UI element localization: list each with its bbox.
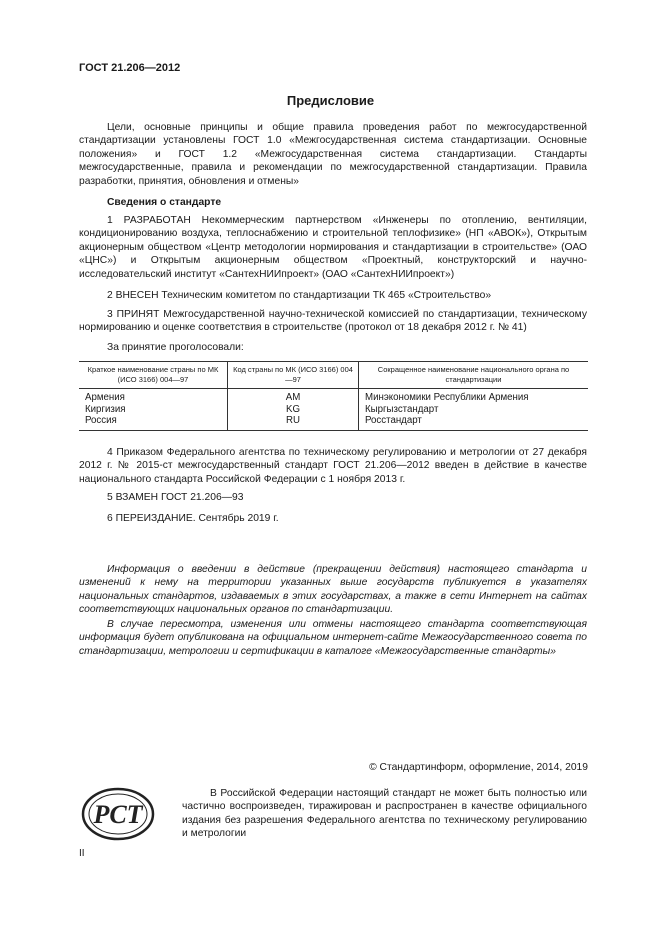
reproduction-notice	[182, 787, 587, 841]
voted-label-text: За принятие проголосовали:	[107, 342, 244, 353]
col-standards-body: Сокращенное наименование национального органа по стандартизации	[359, 362, 589, 389]
table-row	[79, 389, 588, 431]
page-title: Предисловие	[286, 93, 375, 108]
section-heading-text: Сведения о стандарте	[107, 197, 222, 208]
voted-label	[79, 341, 587, 354]
country-codes-cell	[228, 389, 359, 431]
item-reissue-text: 6 ПЕРЕИЗДАНИЕ. Сентябрь 2019 г.	[107, 513, 279, 524]
col-country-code: Код страны по МК (ИСО 3166) 004—97	[228, 362, 359, 389]
country-name: Россия	[85, 415, 117, 427]
item-developed-text: 1 РАЗРАБОТАН Некоммерческим партнерством «Инженеры по отоплению, вентиляции, кондиционированию воздуха, теплоснабжению и строительной теплофизике» (НП «АВОК»), Открытым акционерным обществом «Центр методологии нормирования и стандартизации в строительстве» (ОАО «ЦНС») и Открытым акционерным обществом «Проектный, конструкторский и научно-исследовательский институт «СантехНИИпроект» (ОАО «СантехНИИпроект»)	[79, 215, 587, 280]
standards-bodies-cell	[359, 389, 589, 431]
intro-paragraph	[79, 121, 587, 188]
country-code: KG	[286, 403, 300, 415]
standards-body: Кыргызстандарт	[365, 403, 439, 415]
country-code: AM	[285, 392, 301, 403]
section-heading	[79, 196, 587, 209]
info-text-2: В случае пересмотра, изменения или отмены настоящего стандарта соответствующая информация будет опубликована на официальном интернет-сайте Межгосударственного совета по стандартизации, метрологии и сертификации в каталоге «Межгосударственные стандарты»	[79, 619, 587, 657]
document-code-header: ГОСТ 21.206—2012	[79, 62, 181, 74]
standards-body: Минэкономики Республики Армения	[365, 392, 529, 403]
item-introduced	[79, 289, 587, 302]
info-paragraph-2	[79, 618, 587, 658]
info-text-1: Информация о введении в действие (прекращении действия) настоящего стандарта и изменений к нему на территории указанных выше государств публикуется в указателях национальных стандартов, издаваемых в этих государствах, а также в сети Интернет на сайтах соответствующих национальных органов по стандартизации.	[79, 564, 587, 616]
item-replaces	[79, 491, 587, 504]
item-order	[79, 446, 587, 486]
item-adopted	[79, 308, 587, 335]
item-adopted-text: 3 ПРИНЯТ Межгосударственной научно-технической комиссией по стандартизации, техническому нормированию и оценке соответствия в строительстве (протокол от 18 декабря 2012 г. № 41)	[79, 309, 587, 334]
voting-table	[79, 361, 588, 431]
standards-body: Росстандарт	[365, 415, 422, 427]
voting-table-header	[79, 362, 588, 389]
country-name: Армения	[85, 392, 125, 403]
item-reissue	[79, 512, 587, 525]
item-order-text: 4 Приказом Федерального агентства по техническому регулированию и метрологии от 27 декабря 2012 г. № 2015-ст межгосударственный стандарт ГОСТ 21.206—2012 введен в действие в качестве национального стандарта Российской Федерации с 1 ноября 2013 г.	[79, 447, 587, 485]
pct-certification-mark-icon	[80, 786, 156, 842]
info-paragraph-1	[79, 563, 587, 617]
country-code: RU	[286, 415, 300, 427]
item-introduced-text: 2 ВНЕСЕН Техническим комитетом по стандартизации ТК 465 «Строительство»	[107, 290, 492, 301]
copyright-line: © Стандартинформ, оформление, 2014, 2019	[369, 762, 588, 773]
country-names-cell	[79, 389, 228, 431]
page-number: II	[79, 848, 85, 859]
intro-text: Цели, основные принципы и общие правила проведения работ по межгосударственной стандартизации установлены ГОСТ 1.0 «Межгосударственная система стандартизации. Основные положения» и ГОСТ 1.2 «Межгосударственная система стандартизации. Стандарты межгосударственные, правила и рекомендации по межгосударственной стандартизации. Правила разработки, принятия, обновления и отмены»	[79, 122, 587, 187]
logo-text: РСТ	[93, 800, 143, 829]
country-name: Киргизия	[85, 403, 126, 415]
item-replaces-text: 5 ВЗАМЕН ГОСТ 21.206—93	[107, 492, 244, 503]
reproduction-notice-text: В Российской Федерации настоящий стандарт не может быть полностью или частично воспроизведен, тиражирован и распространен в качестве официального издания без разрешения Федерального агентства по техническому регулированию и метрологии	[182, 788, 587, 840]
col-country-name: Краткое наименование страны по МК (ИСО 3166) 004—97	[79, 362, 228, 389]
item-developed	[79, 214, 587, 281]
